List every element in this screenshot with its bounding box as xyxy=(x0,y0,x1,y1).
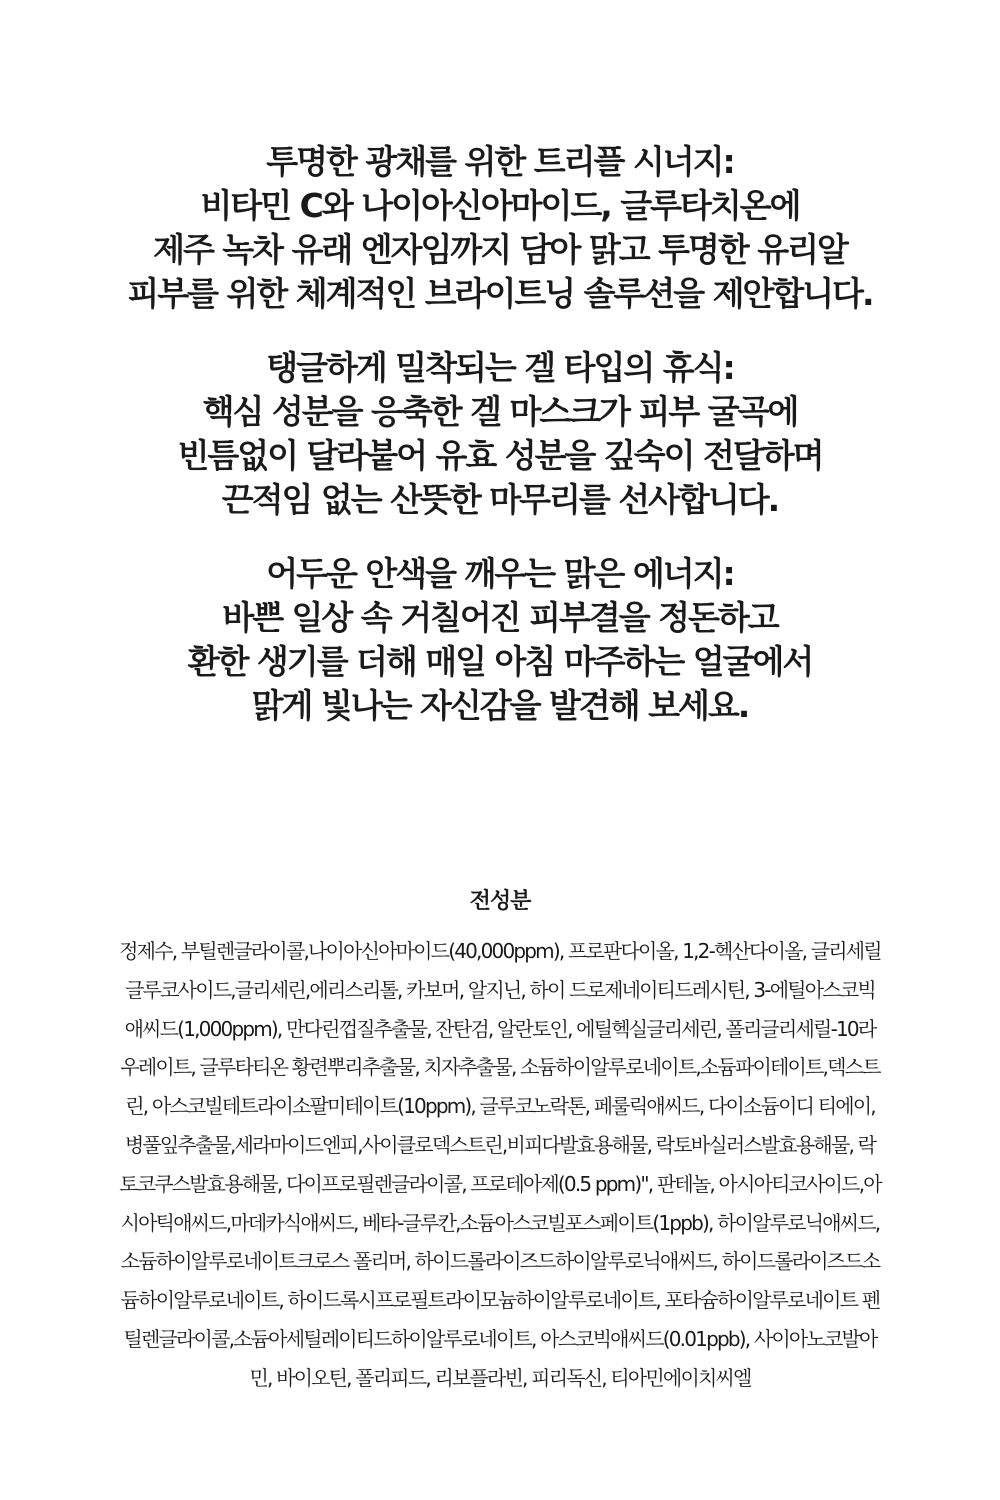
ingredients-line: 우레이트, 글루타티온 황련뿌리추출물, 치자추출물, 소듐하이알루로네이트,소듐파이테이트,덱스트 xyxy=(120,1055,880,1080)
ingredients-line: 소듐하이알루로네이트크로스 폴리머, 하이드롤라이즈드하이알루로닉애씨드, 하이드롤라이즈드소 xyxy=(120,1249,880,1274)
description-line: 맑게 빛나는 자신감을 발견해 보세요. xyxy=(251,686,749,725)
description-line: 투명한 광채를 위한 트리플 시너지: xyxy=(266,142,734,181)
ingredients-list xyxy=(50,932,950,1398)
description-line: 끈적임 없는 산뜻한 마무리를 선사합니다. xyxy=(221,480,779,519)
description-line: 탱글하게 밀착되는 겔 타입의 휴식: xyxy=(266,348,734,387)
description-paragraph-2 xyxy=(0,346,1000,522)
ingredients-section xyxy=(50,884,950,1398)
description-line: 바쁜 일상 속 거칠어진 피부결을 정돈하고 xyxy=(222,598,778,637)
description-line: 피부를 위한 체계적인 브라이트닝 솔루션을 제안합니다. xyxy=(127,274,873,313)
description-line: 비타민 C와 나이아신아마이드, 글루타치온에 xyxy=(200,186,800,225)
ingredients-line: 틸렌글라이콜,소듐아세틸레이티드하이알루로네이트, 아스코빅애씨드(0.01ppb), 사이아노코발아 xyxy=(123,1326,877,1351)
ingredients-line: 병풀잎추출물,세라마이드엔피,사이클로덱스트린,비피다발효용해물, 락토바실러스발효용해물, 락 xyxy=(124,1132,876,1157)
description-line: 환한 생기를 더해 매일 아침 마주하는 얼굴에서 xyxy=(187,642,813,681)
description-line: 핵심 성분을 응축한 겔 마스크가 피부 굴곡에 xyxy=(202,392,798,431)
product-description xyxy=(0,140,1000,758)
description-line: 제주 녹차 유래 엔자임까지 담아 맑고 투명한 유리알 xyxy=(153,230,847,269)
ingredients-title: 전성분 xyxy=(469,889,531,914)
ingredients-line: 애씨드(1,000ppm), 만다린껍질추출물, 잔탄검, 알란토인, 에틸헥실글리세린, 폴리글리세릴-10라 xyxy=(124,1016,876,1041)
ingredients-line: 민, 바이오틴, 폴리피드, 리보플라빈, 피리독신, 티아민에이치씨엘 xyxy=(249,1365,751,1390)
description-line: 어두운 안색을 깨우는 맑은 에너지: xyxy=(266,554,734,593)
description-paragraph-3 xyxy=(0,552,1000,728)
ingredients-line: 시아틱애씨드,마데카식애씨드, 베타-글루칸,소듐아스코빌포스페이트(1ppb), 하이알루로닉애씨드, xyxy=(120,1210,880,1235)
ingredients-line: 글루코사이드,글리세린,에리스리톨, 카보머, 알지닌, 하이 드로제네이티드레시틴, 3-에틸아스코빅 xyxy=(125,977,875,1002)
ingredients-line: 린, 아스코빌테트라이소팔미테이트(10ppm), 글루코노락톤, 페룰릭애씨드, 다이소듐이디 티에이, xyxy=(125,1094,875,1119)
description-paragraph-1 xyxy=(0,140,1000,316)
ingredients-line: 토코쿠스발효용해물, 다이프로필렌글라이콜, 프로테아제(0.5 ppm)", 판테놀, 아시아티코사이드,아 xyxy=(119,1171,881,1196)
ingredients-line: 정제수, 부틸렌글라이콜,나이아신아마이드(40,000ppm), 프로판다이올, 1,2-헥산다이올, 글리세릴 xyxy=(119,939,881,963)
description-line: 빈틈없이 달라붙어 유효 성분을 깊숙이 전달하며 xyxy=(177,436,823,475)
ingredients-line: 듐하이알루로네이트, 하이드록시프로필트라이모늄하이알루로네이트, 포타슘하이알루로네이트 펜 xyxy=(120,1288,880,1313)
